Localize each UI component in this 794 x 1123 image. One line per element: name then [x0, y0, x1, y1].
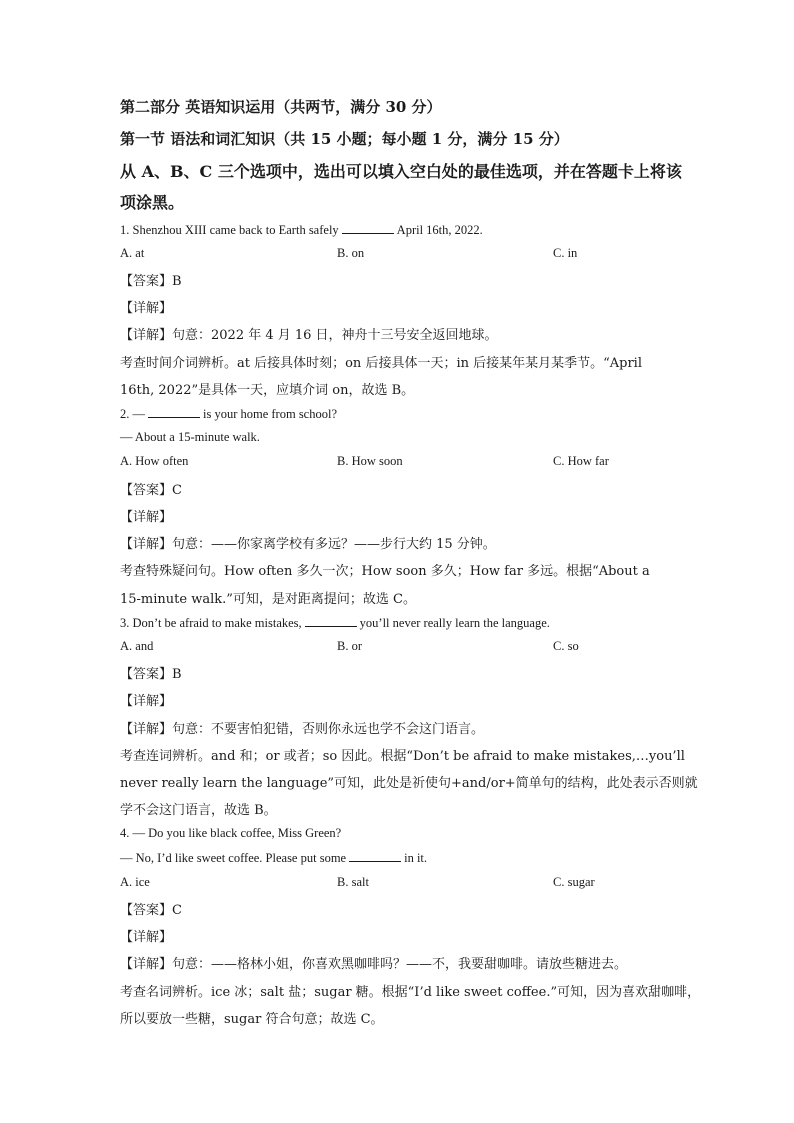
question-3-stem: 3. Don’t be afraid to make mistakes, you’ll never really learn the language. — [120, 616, 550, 630]
q2-option-b: B. How soon — [337, 454, 403, 468]
instruction-line-1: 从 A、B、C 三个选项中，选出可以填入空白处的最佳选项，并在答题卡上将该 — [120, 162, 682, 181]
blank — [342, 222, 394, 234]
question-2-stem: 2. — is your home from school? — [120, 407, 338, 421]
q1-explanation-3: 16th, 2022”是具体一天，应填介词 on，故选 B。 — [120, 383, 415, 398]
q3-explanation-3: never really learn the language”可知，此处是祈使句+and/or+简单句的结构，此处表示否则就 — [120, 776, 698, 791]
q3-option-a: A. and — [120, 639, 154, 653]
q1-option-a: A. at — [120, 246, 145, 260]
blank — [349, 850, 401, 862]
question-4-stem: 4. — Do you like black coffee, Miss Green? — [120, 826, 342, 840]
q4-detail-label: 【详解】 — [120, 930, 173, 945]
q2-option-a: A. How often — [120, 454, 189, 468]
question-4-reply: — No, I’d like sweet coffee. Please put some in it. — [120, 851, 428, 865]
q4-explanation-1: 【详解】句意：——格林小姐，你喜欢黑咖啡吗？——不，我要甜咖啡。请放些糖进去。 — [120, 957, 628, 972]
q3-explanation-4: 学不会这门语言，故选 B。 — [120, 803, 277, 818]
q4-explanation-3: 所以要放一些糖，sugar 符合句意；故选 C。 — [120, 1012, 384, 1027]
q2-explanation-2: 考查特殊疑问句。How often 多久一次；How soon 多久；How far 多远。根据“About a — [120, 564, 650, 579]
question-2-reply: — About a 15-minute walk. — [120, 430, 260, 444]
q2-option-c: C. How far — [553, 454, 609, 468]
q1-option-c: C. in — [553, 246, 578, 260]
instruction-line-2: 项涂黑。 — [120, 193, 185, 212]
q3-option-b: B. or — [337, 639, 362, 653]
q2-explanation-3: 15-minute walk.”可知，是对距离提问；故选 C。 — [120, 592, 416, 607]
q4-option-a: A. ice — [120, 875, 150, 889]
q4-option-c: C. sugar — [553, 875, 595, 889]
q4-answer: 【答案】C — [120, 903, 182, 918]
q4-option-b: B. salt — [337, 875, 369, 889]
question-1-stem: 1. Shenzhou XIII came back to Earth safely April 16th, 2022. — [120, 223, 483, 237]
q1-explanation-1: 【详解】句意：2022 年 4 月 16 日，神舟十三号安全返回地球。 — [120, 328, 498, 343]
blank — [148, 406, 200, 418]
q1-option-b: B. on — [337, 246, 365, 260]
q3-detail-label: 【详解】 — [120, 694, 173, 709]
blank — [305, 615, 357, 627]
q2-detail-label: 【详解】 — [120, 510, 173, 525]
part-heading: 第二部分 英语知识运用（共两节，满分 30 分） — [120, 98, 442, 116]
q3-option-c: C. so — [553, 639, 579, 653]
q1-answer: 【答案】B — [120, 274, 182, 289]
q3-explanation-1: 【详解】句意：不要害怕犯错，否则你永远也学不会这门语言。 — [120, 722, 485, 737]
q4-explanation-2: 考查名词辨析。ice 冰；salt 盐；sugar 糖。根据“I’d like sweet coffee.”可知，因为喜欢甜咖啡， — [120, 985, 701, 1000]
q2-answer: 【答案】C — [120, 483, 182, 498]
q1-explanation-2: 考查时间介词辨析。at 后接具体时刻；on 后接具体一天；in 后接某年某月某季节。“April — [120, 356, 642, 371]
q3-explanation-2: 考查连词辨析。and 和；or 或者；so 因此。根据“Don’t be afraid to make mistakes,…you’ll — [120, 749, 685, 764]
section-heading: 第一节 语法和词汇知识（共 15 小题；每小题 1 分，满分 15 分） — [120, 130, 569, 148]
q1-detail-label: 【详解】 — [120, 301, 173, 316]
q3-answer: 【答案】B — [120, 667, 182, 682]
q2-explanation-1: 【详解】句意：——你家离学校有多远？——步行大约 15 分钟。 — [120, 537, 496, 552]
